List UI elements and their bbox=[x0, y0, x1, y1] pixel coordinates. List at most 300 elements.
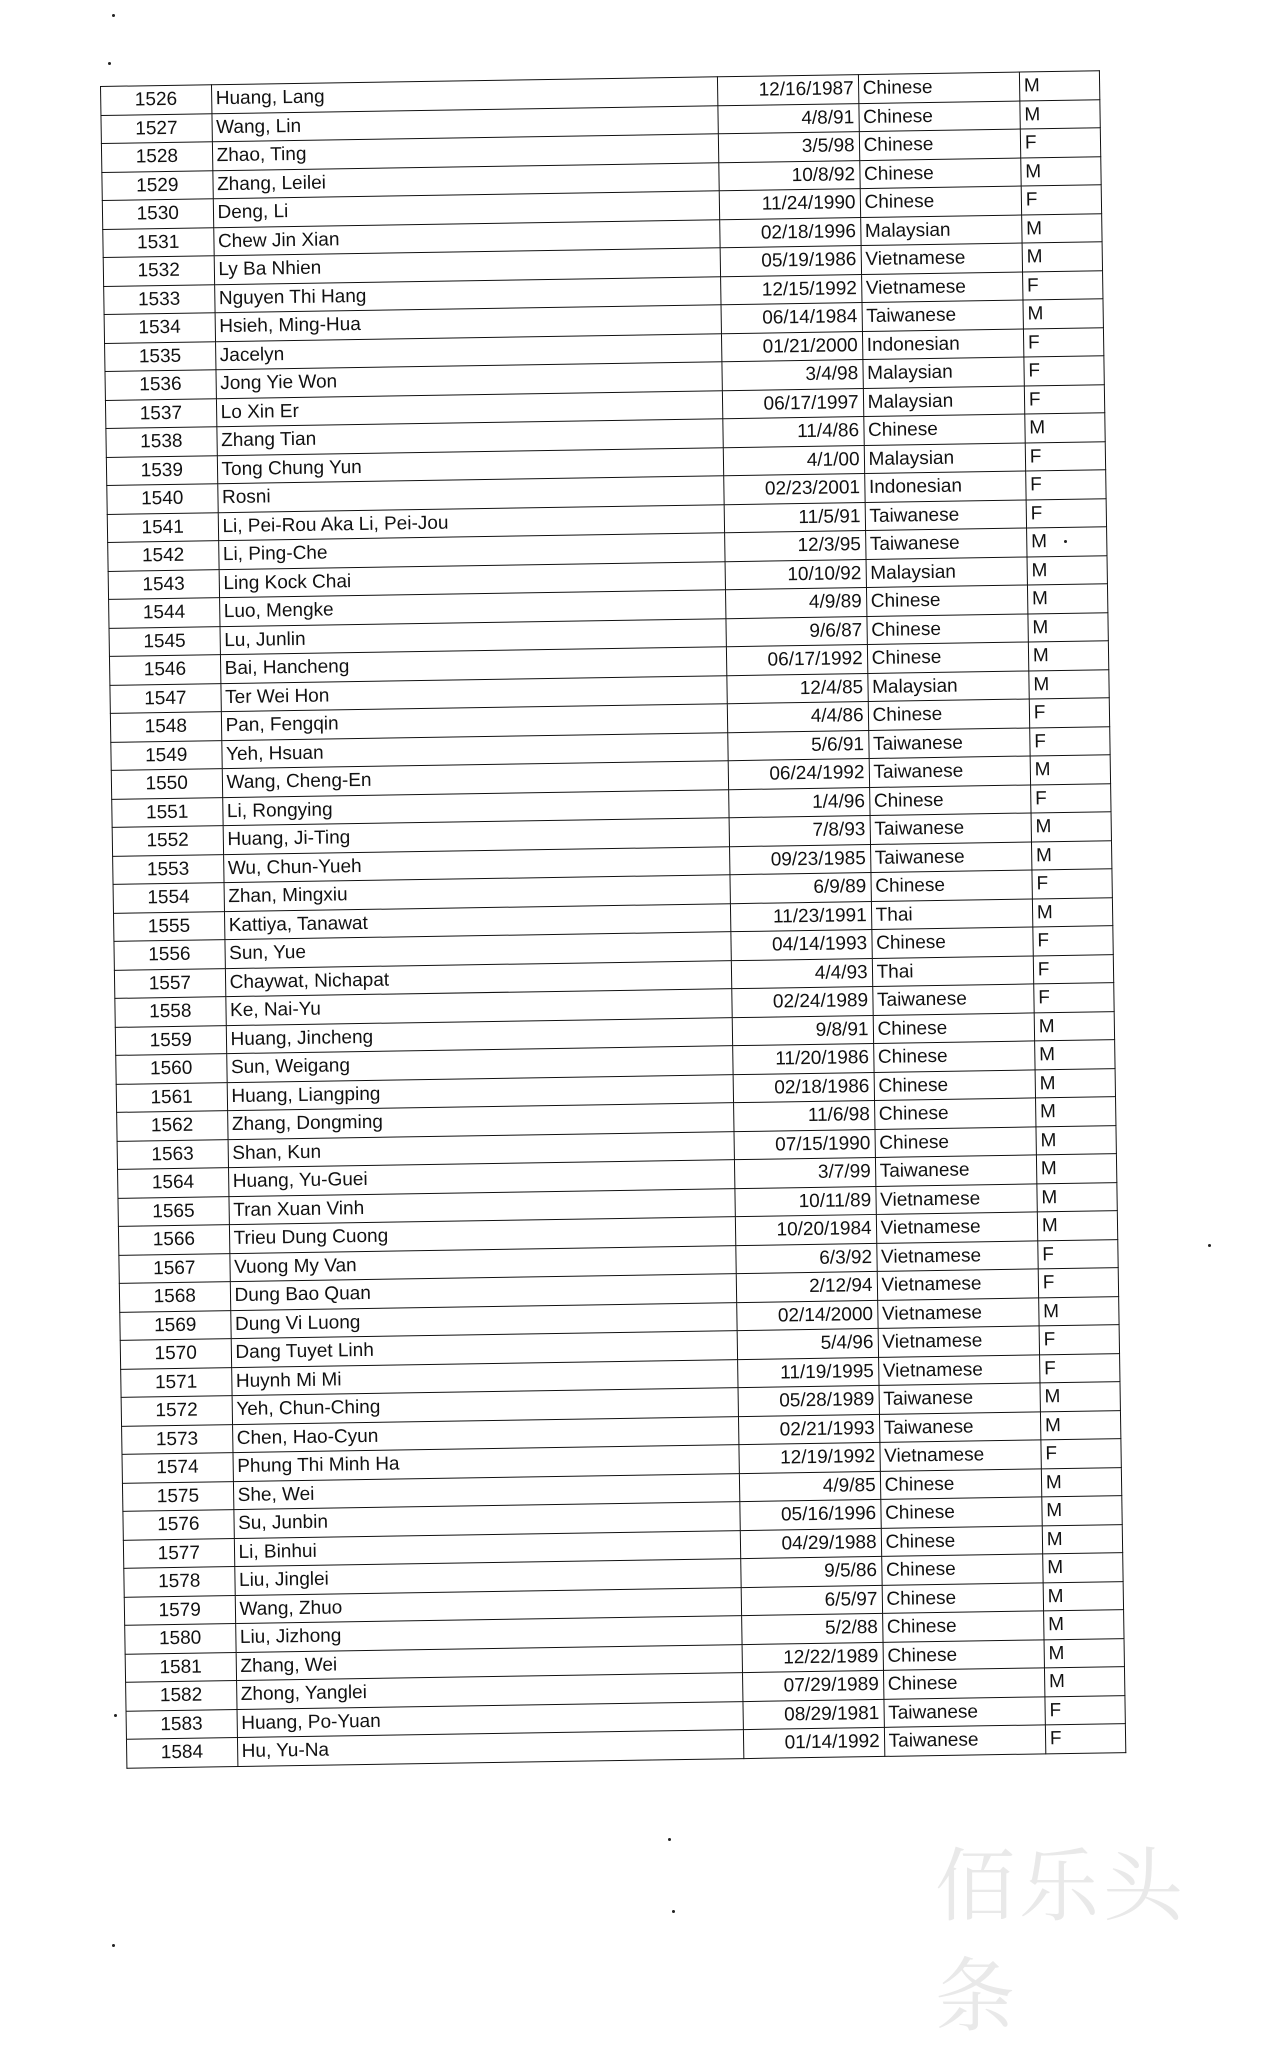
record-number-cell: 1560 bbox=[116, 1054, 227, 1084]
person-name-cell: Yeh, Hsuan bbox=[221, 732, 727, 768]
record-number-cell: 1567 bbox=[119, 1253, 230, 1283]
nationality-cell: Chinese bbox=[874, 1069, 1036, 1100]
nationality-cell: Taiwanese bbox=[868, 727, 1030, 758]
person-name-cell: Li, Pei-Rou Aka Li, Pei-Jou bbox=[218, 504, 724, 540]
nationality-cell: Chinese bbox=[858, 101, 1020, 132]
person-name-cell: Jong Yie Won bbox=[216, 362, 722, 398]
birth-date-cell: 06/14/1984 bbox=[721, 303, 862, 334]
sex-cell: F bbox=[1030, 783, 1111, 813]
nationality-cell: Vietnamese bbox=[879, 1440, 1041, 1471]
nationality-cell: Malaysian bbox=[862, 357, 1024, 388]
person-name-cell: Hsieh, Ming-Hua bbox=[215, 305, 721, 341]
nationality-cell: Chinese bbox=[860, 186, 1022, 217]
scan-speck bbox=[1208, 1244, 1211, 1247]
nationality-cell: Thai bbox=[872, 955, 1034, 986]
person-name-cell: Li, Ping-Che bbox=[218, 533, 724, 569]
record-number-cell: 1534 bbox=[104, 313, 215, 343]
record-number-cell: 1580 bbox=[125, 1624, 236, 1654]
sex-cell: M bbox=[1026, 527, 1107, 557]
birth-date-cell: 4/4/86 bbox=[727, 702, 868, 733]
sex-cell: M bbox=[1042, 1524, 1123, 1554]
scan-speck bbox=[672, 1910, 675, 1913]
sex-cell: F bbox=[1045, 1695, 1126, 1725]
person-name-cell: Ly Ba Nhien bbox=[214, 248, 720, 284]
birth-date-cell: 11/23/1991 bbox=[730, 901, 871, 932]
scan-speck bbox=[668, 1838, 671, 1841]
birth-date-cell: 4/8/91 bbox=[718, 103, 859, 134]
birth-date-cell: 10/20/1984 bbox=[735, 1214, 876, 1245]
birth-date-cell: 3/5/98 bbox=[718, 132, 859, 163]
birth-date-cell: 06/17/1997 bbox=[722, 388, 863, 419]
record-number-cell: 1558 bbox=[115, 997, 226, 1027]
sex-cell: M bbox=[1020, 99, 1101, 129]
record-number-cell: 1546 bbox=[109, 655, 220, 685]
birth-date-cell: 12/22/1989 bbox=[742, 1642, 883, 1673]
birth-date-cell: 3/7/99 bbox=[734, 1157, 875, 1188]
nationality-cell: Indonesian bbox=[864, 471, 1026, 502]
person-name-cell: Zhao, Ting bbox=[212, 134, 718, 170]
birth-date-cell: 6/5/97 bbox=[741, 1585, 882, 1616]
sex-cell: F bbox=[1030, 726, 1111, 756]
record-number-cell: 1530 bbox=[102, 199, 213, 229]
sex-cell: F bbox=[1033, 954, 1114, 984]
record-number-cell: 1569 bbox=[120, 1310, 231, 1340]
nationality-cell: Vietnamese bbox=[876, 1212, 1038, 1243]
sex-cell: M bbox=[1031, 812, 1112, 842]
record-number-cell: 1561 bbox=[116, 1082, 227, 1112]
record-number-cell: 1542 bbox=[108, 541, 219, 571]
person-name-cell: Zhang, Dongming bbox=[227, 1103, 733, 1139]
birth-date-cell: 6/9/89 bbox=[730, 872, 871, 903]
nationality-cell: Taiwanese bbox=[875, 1155, 1037, 1186]
sex-cell: M bbox=[1040, 1382, 1121, 1412]
record-number-cell: 1584 bbox=[126, 1738, 237, 1768]
person-name-cell: Deng, Li bbox=[213, 191, 719, 227]
nationality-cell: Vietnamese bbox=[861, 243, 1023, 274]
person-name-cell: Luo, Mengke bbox=[219, 590, 725, 626]
birth-date-cell: 7/8/93 bbox=[729, 816, 870, 847]
birth-date-cell: 9/8/91 bbox=[732, 1015, 873, 1046]
nationality-cell: Chinese bbox=[869, 784, 1031, 815]
nationality-cell: Chinese bbox=[881, 1525, 1043, 1556]
birth-date-cell: 5/2/88 bbox=[741, 1613, 882, 1644]
person-name-cell: Chew Jin Xian bbox=[213, 219, 719, 255]
birth-date-cell: 5/6/91 bbox=[727, 730, 868, 761]
sex-cell: M bbox=[1036, 1154, 1117, 1184]
scan-speck bbox=[1064, 540, 1067, 543]
nationality-cell: Taiwanese bbox=[879, 1383, 1041, 1414]
nationality-cell: Malaysian bbox=[867, 670, 1029, 701]
record-number-cell: 1527 bbox=[101, 113, 212, 143]
record-number-cell: 1540 bbox=[107, 484, 218, 514]
nationality-cell: Chinese bbox=[880, 1468, 1042, 1499]
nationality-cell: Chinese bbox=[883, 1668, 1045, 1699]
sex-cell: M bbox=[1031, 840, 1112, 870]
birth-date-cell: 5/4/96 bbox=[737, 1328, 878, 1359]
birth-date-cell: 04/14/1993 bbox=[730, 929, 871, 960]
sex-cell: M bbox=[1040, 1410, 1121, 1440]
records-table bbox=[100, 70, 1126, 1768]
record-number-cell: 1548 bbox=[110, 712, 221, 742]
person-name-cell: Sun, Yue bbox=[224, 932, 730, 968]
birth-date-cell: 9/6/87 bbox=[726, 616, 867, 647]
birth-date-cell: 05/16/1996 bbox=[739, 1499, 880, 1530]
sex-cell: M bbox=[1030, 755, 1111, 785]
person-name-cell: Rosni bbox=[217, 476, 723, 512]
sex-cell: M bbox=[1034, 1040, 1115, 1070]
person-name-cell: Dung Bao Quan bbox=[230, 1274, 736, 1310]
birth-date-cell: 04/29/1988 bbox=[740, 1528, 881, 1559]
birth-date-cell: 05/19/1986 bbox=[720, 246, 861, 277]
person-name-cell: Ling Kock Chai bbox=[219, 561, 725, 597]
person-name-cell: Lu, Junlin bbox=[220, 618, 726, 654]
record-number-cell: 1556 bbox=[114, 940, 225, 970]
record-number-cell: 1529 bbox=[102, 170, 213, 200]
sex-cell: M bbox=[1035, 1097, 1116, 1127]
nationality-cell: Chinese bbox=[881, 1554, 1043, 1585]
sex-cell: F bbox=[1029, 698, 1110, 728]
record-number-cell: 1552 bbox=[112, 826, 223, 856]
record-number-cell: 1551 bbox=[112, 797, 223, 827]
person-name-cell: Huang, Ji-Ting bbox=[223, 818, 729, 854]
record-number-cell: 1562 bbox=[117, 1111, 228, 1141]
record-number-cell: 1555 bbox=[113, 911, 224, 941]
nationality-cell: Chinese bbox=[871, 870, 1033, 901]
sex-cell: M bbox=[1019, 71, 1100, 101]
birth-date-cell: 12/19/1992 bbox=[739, 1442, 880, 1473]
person-name-cell: Dung Vi Luong bbox=[230, 1302, 736, 1338]
scan-speck bbox=[108, 62, 111, 65]
sex-cell: F bbox=[1041, 1439, 1122, 1469]
birth-date-cell: 4/9/89 bbox=[725, 588, 866, 619]
nationality-cell: Chinese bbox=[871, 927, 1033, 958]
nationality-cell: Vietnamese bbox=[875, 1183, 1037, 1214]
record-number-cell: 1539 bbox=[106, 455, 217, 485]
sex-cell: F bbox=[1022, 270, 1103, 300]
person-name-cell: Zhan, Mingxiu bbox=[224, 875, 730, 911]
person-name-cell: Wang, Cheng-En bbox=[222, 761, 728, 797]
record-number-cell: 1579 bbox=[124, 1595, 235, 1625]
person-name-cell: Yeh, Chun-Ching bbox=[232, 1388, 738, 1424]
person-name-cell: Liu, Jinglei bbox=[234, 1559, 740, 1595]
sex-cell: M bbox=[1044, 1638, 1125, 1668]
record-number-cell: 1568 bbox=[119, 1282, 230, 1312]
person-name-cell: Ke, Nai-Yu bbox=[225, 989, 731, 1025]
sex-cell: F bbox=[1023, 327, 1104, 357]
person-name-cell: Trieu Dung Cuong bbox=[229, 1217, 735, 1253]
nationality-cell: Vietnamese bbox=[861, 272, 1023, 303]
sex-cell: M bbox=[1038, 1296, 1119, 1326]
person-name-cell: Zhang, Wei bbox=[236, 1644, 742, 1680]
birth-date-cell: 12/3/95 bbox=[724, 531, 865, 562]
nationality-cell: Chinese bbox=[882, 1582, 1044, 1613]
nationality-cell: Vietnamese bbox=[877, 1269, 1039, 1300]
nationality-cell: Malaysian bbox=[863, 386, 1025, 417]
birth-date-cell: 11/19/1995 bbox=[737, 1357, 878, 1388]
birth-date-cell: 11/6/98 bbox=[733, 1100, 874, 1131]
birth-date-cell: 12/16/1987 bbox=[717, 75, 858, 106]
record-number-cell: 1544 bbox=[109, 598, 220, 628]
nationality-cell: Taiwanese bbox=[872, 984, 1034, 1015]
birth-date-cell: 9/5/86 bbox=[740, 1556, 881, 1587]
person-name-cell: Phung Thi Minh Ha bbox=[233, 1445, 739, 1481]
sex-cell: F bbox=[1026, 498, 1107, 528]
record-number-cell: 1531 bbox=[103, 227, 214, 257]
sex-cell: M bbox=[1037, 1211, 1118, 1241]
record-number-cell: 1541 bbox=[107, 512, 218, 542]
person-name-cell: Wang, Zhuo bbox=[235, 1587, 741, 1623]
record-number-cell: 1538 bbox=[106, 427, 217, 457]
nationality-cell: Chinese bbox=[873, 1012, 1035, 1043]
birth-date-cell: 02/24/1989 bbox=[731, 986, 872, 1017]
nationality-cell: Chinese bbox=[868, 699, 1030, 730]
birth-date-cell: 4/9/85 bbox=[739, 1471, 880, 1502]
nationality-cell: Vietnamese bbox=[877, 1297, 1039, 1328]
nationality-cell: Chinese bbox=[882, 1611, 1044, 1642]
record-number-cell: 1554 bbox=[113, 883, 224, 913]
record-number-cell: 1545 bbox=[109, 626, 220, 656]
nationality-cell: Chinese bbox=[863, 414, 1025, 445]
nationality-cell: Indonesian bbox=[862, 329, 1024, 360]
records-table-body bbox=[101, 71, 1126, 1768]
birth-date-cell: 4/1/00 bbox=[723, 445, 864, 476]
person-name-cell: Liu, Jizhong bbox=[235, 1616, 741, 1652]
nationality-cell: Chinese bbox=[859, 129, 1021, 160]
sex-cell: M bbox=[1029, 669, 1110, 699]
record-number-cell: 1572 bbox=[121, 1396, 232, 1426]
record-number-cell: 1526 bbox=[101, 85, 212, 115]
birth-date-cell: 4/4/93 bbox=[731, 958, 872, 989]
record-number-cell: 1533 bbox=[104, 284, 215, 314]
record-number-cell: 1582 bbox=[126, 1681, 237, 1711]
person-name-cell: Hu, Yu-Na bbox=[237, 1730, 743, 1766]
nationality-cell: Chinese bbox=[859, 158, 1021, 189]
person-name-cell: Kattiya, Tanawat bbox=[224, 903, 730, 939]
person-name-cell: Bai, Hancheng bbox=[220, 647, 726, 683]
birth-date-cell: 10/10/92 bbox=[725, 559, 866, 590]
sex-cell: M bbox=[1041, 1467, 1122, 1497]
birth-date-cell: 09/23/1985 bbox=[729, 844, 870, 875]
person-name-cell: Wu, Chun-Yueh bbox=[223, 846, 729, 882]
record-number-cell: 1550 bbox=[111, 769, 222, 799]
sex-cell: M bbox=[1025, 413, 1106, 443]
sex-cell: F bbox=[1039, 1325, 1120, 1355]
birth-date-cell: 02/18/1986 bbox=[733, 1072, 874, 1103]
record-number-cell: 1557 bbox=[114, 968, 225, 998]
nationality-cell: Vietnamese bbox=[876, 1240, 1038, 1271]
nationality-cell: Chinese bbox=[880, 1497, 1042, 1528]
person-name-cell: Ter Wei Hon bbox=[220, 675, 726, 711]
person-name-cell: Chen, Hao-Cyun bbox=[232, 1416, 738, 1452]
sex-cell: F bbox=[1020, 128, 1101, 158]
birth-date-cell: 11/24/1990 bbox=[719, 189, 860, 220]
person-name-cell: Huang, Liangping bbox=[227, 1074, 733, 1110]
nationality-cell: Taiwanese bbox=[870, 841, 1032, 872]
scan-speck bbox=[112, 1944, 115, 1947]
nationality-cell: Taiwanese bbox=[865, 528, 1027, 559]
nationality-cell: Taiwanese bbox=[865, 500, 1027, 531]
birth-date-cell: 1/4/96 bbox=[728, 787, 869, 818]
nationality-cell: Thai bbox=[871, 898, 1033, 929]
record-number-cell: 1564 bbox=[118, 1168, 229, 1198]
nationality-cell: Chinese bbox=[866, 585, 1028, 616]
person-name-cell: Dang Tuyet Linh bbox=[231, 1331, 737, 1367]
sex-cell: M bbox=[1027, 555, 1108, 585]
birth-date-cell: 02/18/1996 bbox=[719, 217, 860, 248]
sex-cell: M bbox=[1043, 1610, 1124, 1640]
birth-date-cell: 11/20/1986 bbox=[732, 1043, 873, 1074]
nationality-cell: Malaysian bbox=[864, 443, 1026, 474]
person-name-cell: Zhang Tian bbox=[216, 419, 722, 455]
person-name-cell: Su, Junbin bbox=[233, 1502, 739, 1538]
record-number-cell: 1549 bbox=[111, 740, 222, 770]
sex-cell: M bbox=[1043, 1581, 1124, 1611]
birth-date-cell: 06/17/1992 bbox=[726, 645, 867, 676]
person-name-cell: Huang, Jincheng bbox=[226, 1017, 732, 1053]
birth-date-cell: 6/3/92 bbox=[735, 1243, 876, 1274]
birth-date-cell: 2/12/94 bbox=[736, 1271, 877, 1302]
record-number-cell: 1547 bbox=[110, 683, 221, 713]
sex-cell: M bbox=[1042, 1496, 1123, 1526]
nationality-cell: Taiwanese bbox=[879, 1411, 1041, 1442]
record-number-cell: 1574 bbox=[122, 1453, 233, 1483]
person-name-cell: Huang, Yu-Guei bbox=[228, 1160, 734, 1196]
person-name-cell: Chaywat, Nichapat bbox=[225, 960, 731, 996]
sex-cell: M bbox=[1037, 1182, 1118, 1212]
nationality-cell: Chinese bbox=[883, 1639, 1045, 1670]
record-number-cell: 1566 bbox=[118, 1225, 229, 1255]
record-number-cell: 1578 bbox=[124, 1567, 235, 1597]
birth-date-cell: 3/4/98 bbox=[722, 360, 863, 391]
nationality-cell: Malaysian bbox=[860, 215, 1022, 246]
nationality-cell: Malaysian bbox=[866, 556, 1028, 587]
record-number-cell: 1576 bbox=[123, 1510, 234, 1540]
sex-cell: F bbox=[1039, 1353, 1120, 1383]
nationality-cell: Taiwanese bbox=[870, 813, 1032, 844]
nationality-cell: Vietnamese bbox=[878, 1326, 1040, 1357]
sex-cell: F bbox=[1025, 441, 1106, 471]
nationality-cell: Chinese bbox=[873, 1041, 1035, 1072]
birth-date-cell: 12/15/1992 bbox=[720, 274, 861, 305]
record-number-cell: 1536 bbox=[105, 370, 216, 400]
sex-cell: M bbox=[1021, 156, 1102, 186]
record-number-cell: 1575 bbox=[122, 1481, 233, 1511]
sex-cell: F bbox=[1038, 1239, 1119, 1269]
person-name-cell: Tong Chung Yun bbox=[217, 447, 723, 483]
nationality-cell: Chinese bbox=[858, 72, 1020, 103]
nationality-cell: Taiwanese bbox=[884, 1725, 1046, 1756]
watermark-logo: 佰乐头条 bbox=[935, 1840, 1187, 2043]
record-number-cell: 1537 bbox=[105, 398, 216, 428]
person-name-cell: Huynh Mi Mi bbox=[231, 1359, 737, 1395]
birth-date-cell: 07/29/1989 bbox=[742, 1670, 883, 1701]
birth-date-cell: 05/28/1989 bbox=[738, 1385, 879, 1416]
person-name-cell: She, Wei bbox=[233, 1473, 739, 1509]
record-number-cell: 1581 bbox=[125, 1652, 236, 1682]
sex-cell: F bbox=[1026, 470, 1107, 500]
record-number-cell: 1565 bbox=[118, 1196, 229, 1226]
sex-cell: F bbox=[1033, 926, 1114, 956]
sex-cell: F bbox=[1024, 356, 1105, 386]
person-name-cell: Huang, Lang bbox=[211, 77, 717, 113]
record-number-cell: 1571 bbox=[121, 1367, 232, 1397]
person-name-cell: Sun, Weigang bbox=[226, 1046, 732, 1082]
record-number-cell: 1577 bbox=[123, 1538, 234, 1568]
record-number-cell: 1528 bbox=[101, 142, 212, 172]
birth-date-cell: 12/4/85 bbox=[726, 673, 867, 704]
record-number-cell: 1543 bbox=[108, 569, 219, 599]
sex-cell: M bbox=[1022, 242, 1103, 272]
sex-cell: M bbox=[1023, 299, 1104, 329]
person-name-cell: Tran Xuan Vinh bbox=[228, 1188, 734, 1224]
birth-date-cell: 06/24/1992 bbox=[728, 759, 869, 790]
record-number-cell: 1583 bbox=[126, 1709, 237, 1739]
sex-cell: F bbox=[1024, 384, 1105, 414]
sex-cell: M bbox=[1044, 1667, 1125, 1697]
birth-date-cell: 11/5/91 bbox=[724, 502, 865, 533]
scan-speck bbox=[112, 14, 115, 17]
nationality-cell: Chinese bbox=[875, 1126, 1037, 1157]
scan-speck bbox=[114, 1714, 117, 1717]
nationality-cell: Chinese bbox=[874, 1098, 1036, 1129]
record-number-cell: 1573 bbox=[122, 1424, 233, 1454]
nationality-cell: Taiwanese bbox=[869, 756, 1031, 787]
birth-date-cell: 01/14/1992 bbox=[743, 1727, 884, 1758]
person-name-cell: Shan, Kun bbox=[228, 1131, 734, 1167]
sex-cell: F bbox=[1021, 185, 1102, 215]
birth-date-cell: 01/21/2000 bbox=[721, 331, 862, 362]
person-name-cell: Pan, Fengqin bbox=[221, 704, 727, 740]
person-name-cell: Zhang, Leilei bbox=[212, 162, 718, 198]
person-name-cell: Wang, Lin bbox=[211, 105, 717, 141]
birth-date-cell: 02/23/2001 bbox=[723, 474, 864, 505]
person-name-cell: Lo Xin Er bbox=[216, 390, 722, 426]
person-name-cell: Jacelyn bbox=[215, 333, 721, 369]
record-number-cell: 1532 bbox=[103, 256, 214, 286]
record-number-cell: 1553 bbox=[113, 854, 224, 884]
record-number-cell: 1563 bbox=[117, 1139, 228, 1169]
person-name-cell: Huang, Po-Yuan bbox=[237, 1701, 743, 1737]
sex-cell: M bbox=[1032, 897, 1113, 927]
sex-cell: F bbox=[1038, 1268, 1119, 1298]
person-name-cell: Nguyen Thi Hang bbox=[214, 276, 720, 312]
sex-cell: M bbox=[1028, 612, 1109, 642]
nationality-cell: Vietnamese bbox=[878, 1354, 1040, 1385]
sex-cell: F bbox=[1032, 869, 1113, 899]
birth-date-cell: 07/15/1990 bbox=[734, 1129, 875, 1160]
sex-cell: M bbox=[1043, 1553, 1124, 1583]
birth-date-cell: 02/14/2000 bbox=[736, 1300, 877, 1331]
birth-date-cell: 02/21/1993 bbox=[738, 1414, 879, 1445]
record-number-cell: 1570 bbox=[120, 1339, 231, 1369]
sex-cell: M bbox=[1021, 213, 1102, 243]
nationality-cell: Taiwanese bbox=[884, 1696, 1046, 1727]
record-number-cell: 1535 bbox=[105, 341, 216, 371]
sex-cell: M bbox=[1028, 641, 1109, 671]
birth-date-cell: 10/8/92 bbox=[718, 160, 859, 191]
sex-cell: F bbox=[1045, 1724, 1126, 1754]
person-name-cell: Zhong, Yanglei bbox=[236, 1673, 742, 1709]
person-name-cell: Li, Binhui bbox=[234, 1530, 740, 1566]
sex-cell: M bbox=[1034, 1011, 1115, 1041]
nationality-cell: Chinese bbox=[867, 642, 1029, 673]
sex-cell: F bbox=[1034, 983, 1115, 1013]
nationality-cell: Chinese bbox=[867, 613, 1029, 644]
nationality-cell: Taiwanese bbox=[862, 300, 1024, 331]
birth-date-cell: 08/29/1981 bbox=[743, 1699, 884, 1730]
record-number-cell: 1559 bbox=[115, 1025, 226, 1055]
birth-date-cell: 11/4/86 bbox=[722, 417, 863, 448]
